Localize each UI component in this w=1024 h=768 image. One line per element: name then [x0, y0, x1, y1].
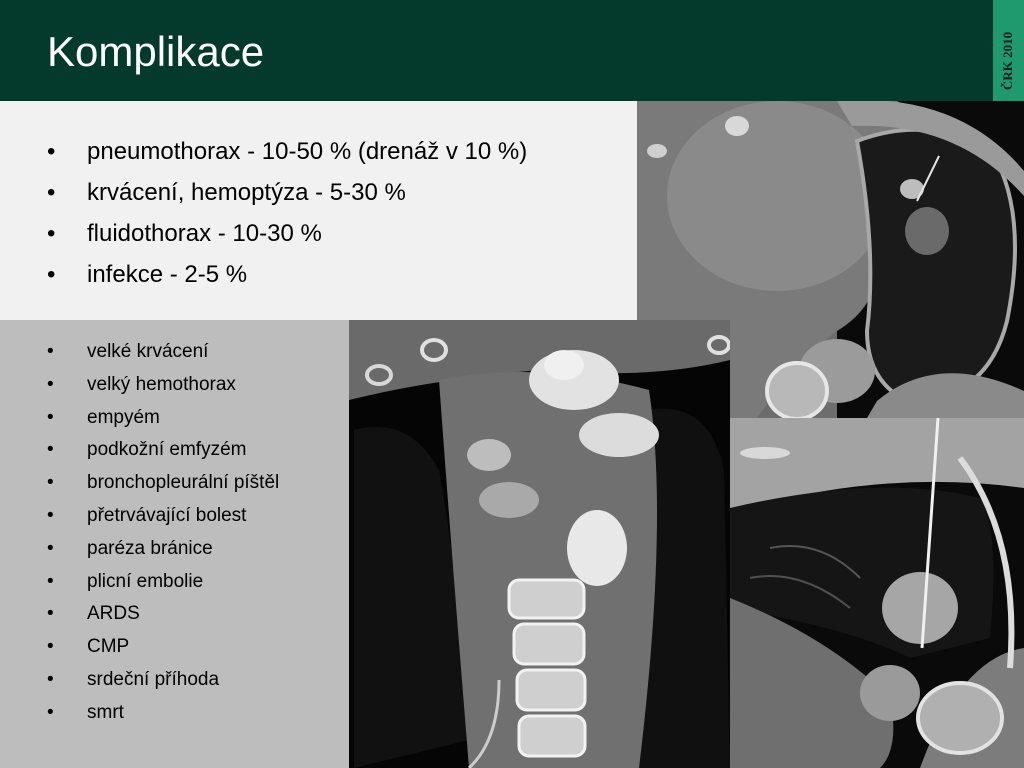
ct-scan-needle-biopsy-lower [730, 418, 1024, 768]
list-item: • pneumothorax - 10-50 % (drenáž v 10 %) [47, 131, 527, 172]
list-item: • krvácení, hemoptýza - 5-30 % [47, 172, 527, 213]
slide-title: Komplikace [47, 28, 265, 75]
list-item: • velký hemothorax [47, 369, 279, 402]
other-complications-list [47, 336, 279, 730]
list-item: • ARDS [47, 598, 279, 631]
list-item: • infekce - 2-5 % [47, 254, 527, 295]
list-item: • smrt [47, 697, 279, 730]
list-item: • podkožní emfyzém [47, 434, 279, 467]
main-complications-list [47, 131, 527, 295]
slide-header [0, 0, 1024, 101]
list-item: • fluidothorax - 10-30 % [47, 213, 527, 254]
list-item: • plicní embolie [47, 566, 279, 599]
list-item: • velké krvácení [47, 336, 279, 369]
list-item: • přetrvávající bolest [47, 500, 279, 533]
list-item: • bronchopleurální píštěl [47, 467, 279, 500]
list-item: • empyém [47, 402, 279, 435]
badge-label: ČRK 2010 [1000, 31, 1015, 91]
main-complications-panel [0, 101, 637, 320]
list-item: • paréza bránice [47, 533, 279, 566]
list-item: • CMP [47, 631, 279, 664]
ct-scan-mediastinum-coronal [349, 320, 730, 768]
list-item: • srdeční příhoda [47, 664, 279, 697]
